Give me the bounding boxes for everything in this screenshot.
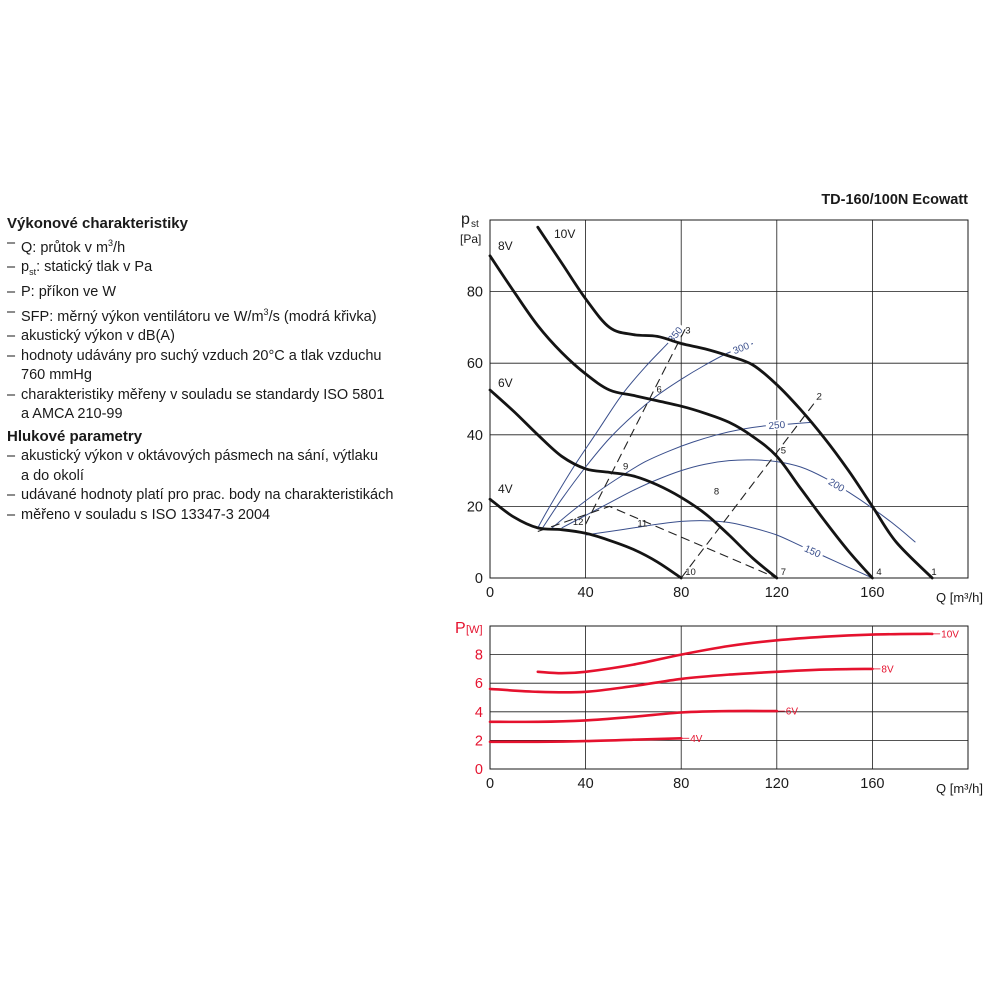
x-tick-label: 160	[860, 585, 885, 601]
power-curve-10v	[538, 634, 932, 676]
noise-item: – udávané hodnoty platí pro prac. body na charakteristikách	[7, 486, 427, 506]
x-tick-label: 160	[860, 776, 885, 792]
sfp-curve-350	[538, 327, 681, 528]
operating-point-label: 10	[685, 567, 696, 578]
power-curve-label: 4V	[690, 733, 703, 745]
performance-item: – P: příkon ve W	[7, 283, 427, 303]
operating-point-label: 1	[931, 567, 937, 578]
sfp-curve-label: 200	[826, 476, 847, 495]
curve-label: 6V	[498, 376, 513, 390]
x-tick-label: 80	[673, 776, 690, 792]
y-tick-label: 60	[466, 356, 483, 373]
sfp-curve-label: 300	[731, 340, 752, 358]
chart-title: TD-160/100N Ecowatt	[821, 192, 968, 208]
operating-point-label: 8	[713, 486, 720, 498]
performance-item: – akustický výkon v dB(A)	[7, 327, 427, 347]
x-tick-label: 0	[485, 776, 495, 792]
noise-heading: Hlukové parametry	[7, 428, 143, 445]
x-tick-label: 40	[577, 585, 594, 601]
operating-point-label: 6	[656, 384, 662, 396]
sfp-curve-label: 250	[768, 419, 786, 433]
y-axis-label: P	[455, 620, 466, 637]
y-tick-label: 80	[466, 284, 483, 301]
y-axis-label: p	[461, 211, 470, 228]
operating-point-label: 4	[876, 567, 882, 578]
operating-point-label: 7	[780, 567, 787, 578]
plot-frame	[490, 626, 968, 769]
curve-label: 4V	[498, 482, 513, 496]
performance-item: – $p_{st}$: statický tlak v Pa	[7, 258, 427, 282]
operating-point-label: 11	[637, 518, 648, 530]
power-curve-6v	[490, 711, 777, 722]
operating-point-label: 9	[623, 461, 629, 473]
power-curve-label: 8V	[881, 664, 894, 676]
noise-item: – akustický výkon v oktávových pásmech na sání, výtlaku a do okolí	[7, 447, 427, 486]
curve-label: 8V	[498, 239, 513, 253]
performance-item: – SFP: měrný výkon ventilátoru ve $W/m^3/s$ (modrá křivka)	[7, 303, 427, 327]
performance-item: – charakteristiky měřeny v souladu se standardy ISO 5801 a AMCA 210-99	[7, 386, 427, 425]
performance-item: – Q: průtok v $m^3/h$	[7, 234, 427, 258]
y-tick-label: 4	[474, 704, 483, 721]
plot-frame	[490, 220, 968, 578]
y-axis-unit: [W]	[466, 624, 483, 636]
operating-point-label: 2	[816, 391, 822, 403]
y-tick-label: 20	[466, 499, 483, 516]
x-axis-label: Q [m³/h]	[936, 590, 983, 605]
x-tick-label: 120	[764, 585, 789, 601]
y-tick-label: 8	[474, 647, 483, 664]
y-tick-label: 0	[474, 762, 483, 778]
power-curve-label: 6V	[785, 706, 799, 718]
operating-point-label: 5	[780, 445, 787, 457]
y-axis-label-sub: st	[471, 219, 479, 230]
x-tick-label: 80	[673, 585, 690, 601]
y-axis-unit: [Pa]	[460, 232, 482, 246]
noise-item: – měřeno v souladu s ISO 13347-3 2004	[7, 506, 427, 526]
system-line-1	[681, 399, 817, 578]
y-tick-label: 40	[466, 427, 483, 444]
performance-heading: Výkonové charakteristiky	[7, 215, 188, 232]
curve-label: 10V	[554, 227, 576, 241]
performance-item: – hodnoty udávány pro suchý vzduch 20°C a tlak vzduchu 760 mmHg	[7, 347, 427, 386]
x-axis-label: Q [m³/h]	[936, 781, 983, 796]
operating-point-label: 3	[685, 325, 691, 337]
sfp-curve-label: 350	[666, 325, 686, 346]
power-chart	[455, 620, 983, 796]
x-tick-label: 40	[577, 776, 594, 792]
x-tick-label: 120	[764, 776, 789, 792]
y-tick-label: 0	[474, 571, 483, 587]
curve-10v	[538, 227, 932, 578]
sfp-curve-300	[543, 344, 753, 528]
y-tick-label: 6	[474, 676, 483, 693]
power-curve-label: 10V	[941, 629, 959, 641]
y-tick-label: 2	[474, 733, 483, 750]
pressure-chart	[460, 211, 983, 605]
operating-point-label: 12	[572, 516, 584, 528]
x-tick-label: 0	[485, 585, 495, 601]
sfp-curve-label: 150	[802, 543, 823, 561]
